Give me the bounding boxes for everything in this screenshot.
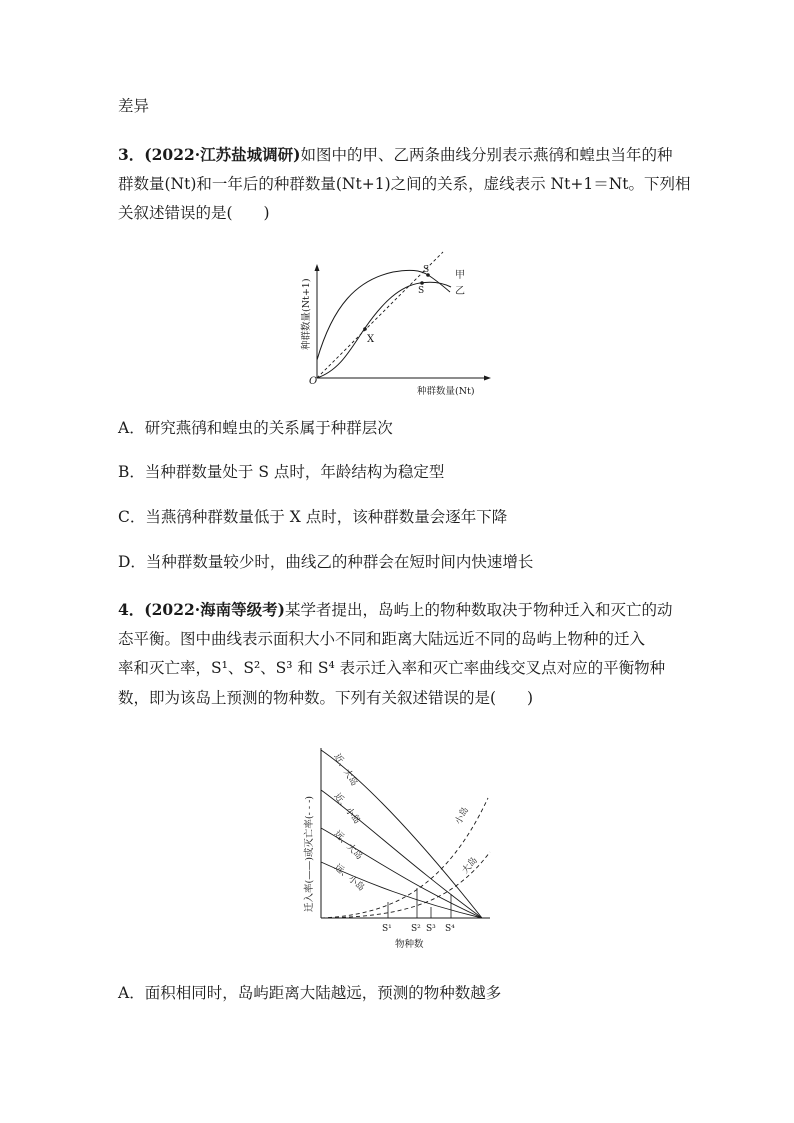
question-4-text-1: 某学者提出，岛屿上的物种数取决于物种迁入和灭亡的动 bbox=[285, 601, 673, 619]
curve-yi-label: 乙 bbox=[455, 286, 465, 297]
dashed-small-island-label: 小岛 bbox=[453, 805, 472, 827]
curve-jia bbox=[317, 270, 450, 360]
point-s-upper-label: S bbox=[423, 265, 430, 275]
y-axis-arrow bbox=[315, 264, 320, 271]
question-3-line-2: 群数量(Nt)和一年后的种群数量(Nt+1)之间的关系，虚线表示 Nt+1＝Nt。下列相 bbox=[118, 175, 691, 193]
curve-far-small-label: 远、小岛 bbox=[332, 862, 367, 894]
population-curve-figure bbox=[295, 250, 505, 398]
question-4-line-4: 数，即为该岛上预测的物种数。下列有关叙述错误的是( ) bbox=[118, 689, 534, 707]
tick-s2: S² bbox=[411, 924, 421, 934]
curve-far-large-label: 远、大岛 bbox=[331, 829, 365, 862]
question-3-source: (2022·江苏盐城调研) bbox=[144, 145, 301, 164]
y-axis-label: 迁入率(——)或灭亡率(- - -) bbox=[304, 796, 315, 912]
question-3-option-b: B．当种群数量处于 S 点时，年龄结构为稳定型 bbox=[118, 463, 445, 481]
curve-near-small-label: 近、小岛 bbox=[331, 791, 362, 827]
question-3-text-1: 如图中的甲、乙两条曲线分别表示燕鸻和蝗虫当年的种 bbox=[300, 146, 673, 164]
island-species-figure bbox=[290, 740, 510, 955]
question-4-source: (2022·海南等级考) bbox=[144, 600, 286, 619]
question-3-line-1 bbox=[118, 145, 673, 165]
tick-s3: S³ bbox=[426, 924, 436, 934]
question-4-line-1 bbox=[118, 600, 673, 620]
question-4-number: 4． bbox=[118, 600, 145, 619]
tick-s4: S⁴ bbox=[445, 924, 455, 934]
curve-yi bbox=[317, 282, 451, 378]
question-4-line-2: 态平衡。图中曲线表示面积大小不同和距离大陆远近不同的岛屿上物种的迁入 bbox=[118, 630, 646, 648]
origin-label: O bbox=[309, 376, 318, 387]
point-x-marker bbox=[363, 327, 367, 331]
point-s-lower-marker bbox=[420, 281, 424, 285]
question-3-option-c: C．当燕鸻种群数量低于 X 点时，该种群数量会逐年下降 bbox=[118, 508, 508, 526]
point-s-lower-label: S bbox=[418, 286, 425, 296]
x-axis-label: 物种数 bbox=[395, 939, 424, 950]
x-axis-arrow bbox=[484, 376, 491, 381]
question-3-line-3: 关叙述错误的是( ) bbox=[118, 204, 270, 222]
question-4-line-3: 率和灭亡率，S¹、S²、S³ 和 S⁴ 表示迁入率和灭亡率曲线交叉点对应的平衡物种 bbox=[118, 659, 666, 677]
point-x-label: X bbox=[367, 334, 375, 345]
question-3-option-d: D．当种群数量较少时，曲线乙的种群会在短时间内快速增长 bbox=[118, 553, 534, 571]
curve-jia-label: 甲 bbox=[455, 270, 465, 281]
curve-near-large-label: 近、大岛 bbox=[331, 752, 360, 789]
question-3-option-a: A．研究燕鸻和蝗虫的关系属于种群层次 bbox=[118, 419, 393, 437]
tick-s1: S¹ bbox=[382, 924, 392, 934]
question-3-number: 3． bbox=[118, 145, 145, 164]
dashed-large-island-label: 大岛 bbox=[460, 855, 480, 876]
dashed-large-island bbox=[321, 852, 490, 918]
continuation-text: 差异 bbox=[118, 97, 150, 115]
question-4-option-a: A．面积相同时，岛屿距离大陆越远，预测的物种数越多 bbox=[118, 984, 502, 1002]
x-axis-label: 种群数量(Nt) bbox=[417, 386, 475, 397]
y-axis-label: 种群数量(Nt+1) bbox=[301, 278, 312, 350]
